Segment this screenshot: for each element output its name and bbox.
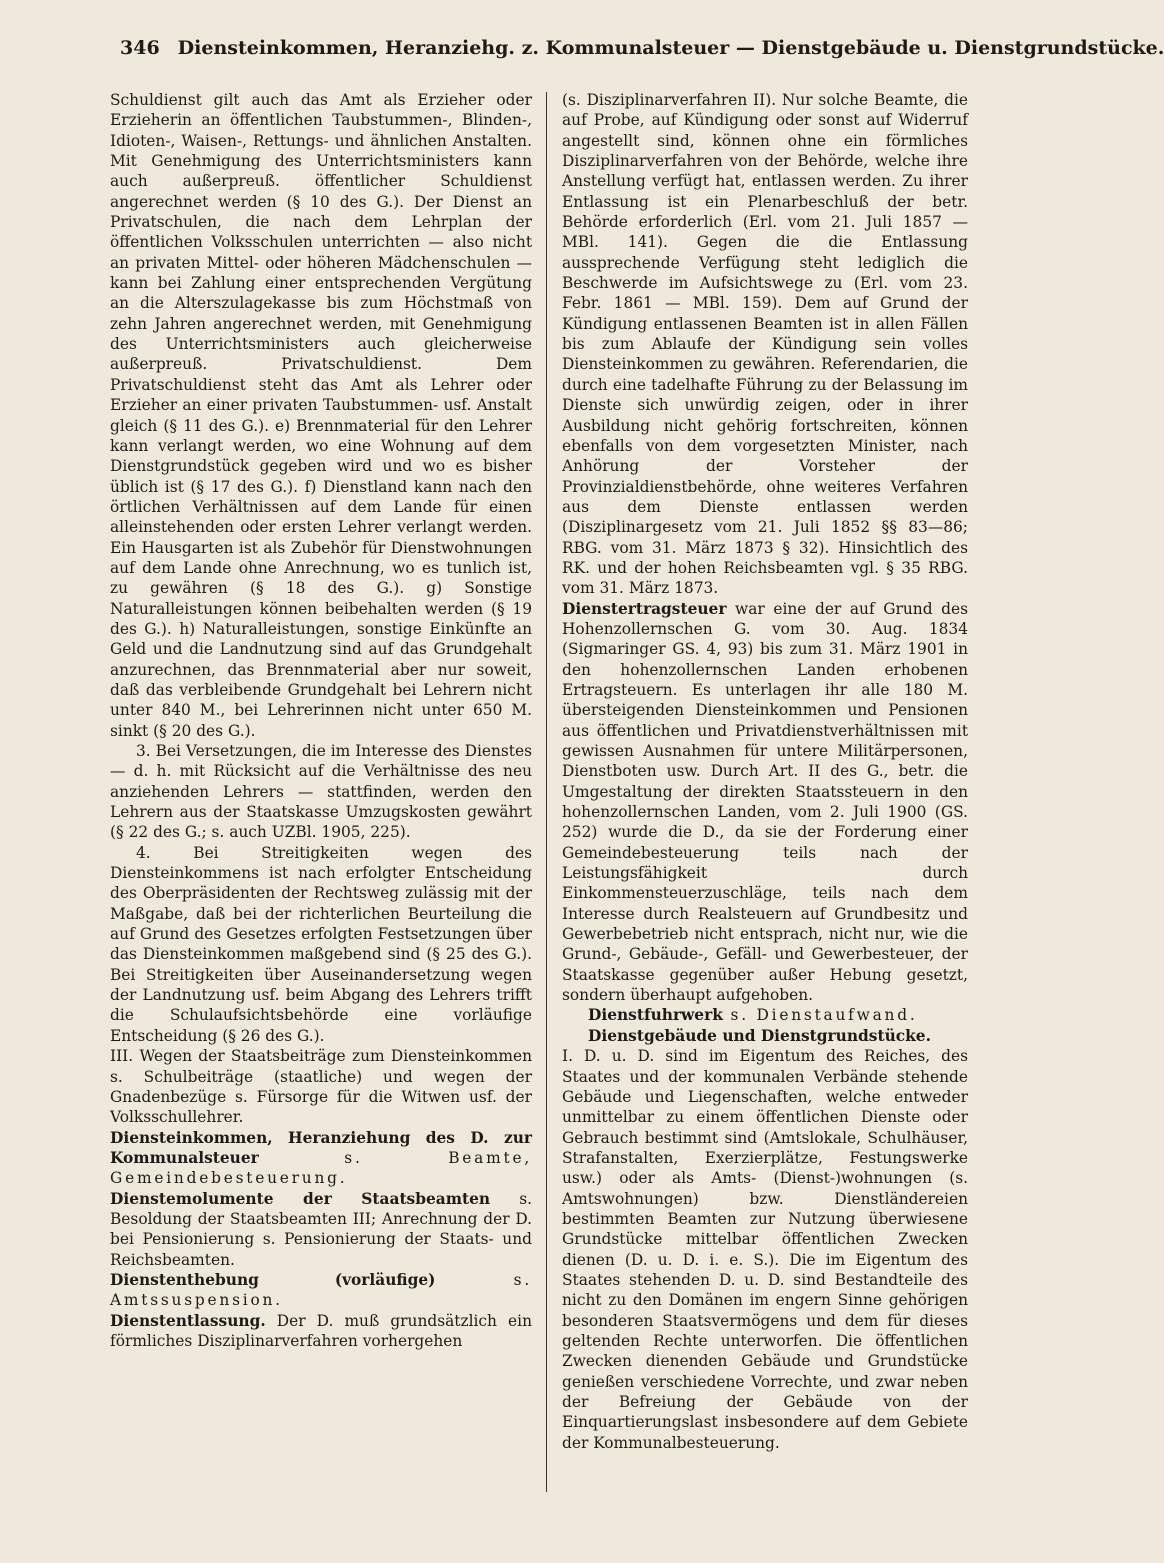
entry-entlassung	[110, 1311, 532, 1352]
paragraph: Schuldienst gilt auch das Amt als Erzieher oder Erzieherin an öffentlichen Taubstummen-, Blinden-, Idioten-, Waisen-, Rettungs- und ähnlichen Anstalten. Mit Genehmigung des Unterrichtsministers kann auch außerpreuß. öffentlicher Schuldienst angerechnet werden (§ 10 des G.). Der Dienst an Privatschulen, die nach dem Lehrplan der öffentlichen Volksschulen unterrichten — also nicht an privaten Mittel- oder höheren Mädchenschulen — kann bei Zahlung einer entsprechenden Vergütung an die Alterszulagekasse bis zum Höchstmaß von zehn Jahren angerechnet werden, mit Genehmigung des Unterrichtsministers auch gleicherweise außerpreuß. Privatschuldienst. Dem Privatschuldienst steht das Amt als Lehrer oder Erzieher an einer privaten Taubstummen- usf. Anstalt gleich (§ 11 des G.). e) Brennmaterial für den Lehrer kann verlangt werden, wo eine Wohnung auf dem Dienstgrundstück gegeben wird und wo es bisher üblich ist (§ 17 des G.). f) Dienstland kann nach den örtlichen Verhältnissen auf dem Lande für einen alleinstehenden oder ersten Lehrer verlangt werden. Ein Hausgarten ist als Zubehör für Dienstwohnungen auf dem Lande ohne Anrechnung, wo es tunlich ist, zu gewähren (§ 18 des G.). g) Sonstige Naturalleistungen können beibehalten werden (§ 19 des G.). h) Naturalleistungen, sonstige Einkünfte an Geld und die Landnutzung sind auf das Grundgehalt anzurechnen, das Brennmaterial aber nur soweit, daß das verbleibende Grundgehalt bei Lehrern nicht unter 840 M., bei Lehrerinnen nicht unter 650 M. sinkt (§ 20 des G.).	[110, 91, 532, 740]
entry-emolumente	[110, 1189, 532, 1270]
left-column	[110, 90, 532, 1351]
entry-head: Dienstemolumente der Staatsbeamten	[110, 1189, 491, 1208]
running-header	[120, 36, 1164, 60]
entry-ertragsteuer	[562, 599, 968, 1006]
paragraph: 3. Bei Versetzungen, die im Interesse des Dienstes — d. h. mit Rücksicht auf die Verhältnisse des neu anziehenden Lehrers — stattfinden, werden den Lehrern aus der Staatskasse Umzugskosten gewährt (§ 22 des G.; s. auch UZBl. 1905, 225).	[110, 742, 532, 842]
paragraph: (s. Disziplinarverfahren II). Nur solche Beamte, die auf Probe, auf Kündigung oder sonst auf Widerruf angestellt sind, können ohne ein förmliches Disziplinarverfahren von der Behörde, welche ihre Anstellung verfügt hat, entlassen werden. Zu ihrer Entlassung ist ein Plenarbeschluß der betr. Behörde erforderlich (Erl. vom 21. Juli 1857 — MBl. 141). Gegen die die Entlassung aussprechende Verfügung steht lediglich die Beschwerde im Aufsichtswege zu (Erl. vom 23. Febr. 1861 — MBl. 159). Dem auf Grund der Kündigung entlassenen Beamten ist in allen Fällen bis zum Ablaufe der Kündigung sein volles Diensteinkommen zu gewähren. Referendarien, die durch eine tadelhafte Führung zu der Belassung im Dienste sich unwürdig zeigen, oder in ihrer Ausbildung nicht gehörig fortschreiten, können ebenfalls von dem vorgesetzten Minister, nach Anhörung der Vorsteher der Provinzialdienstbehörde, ohne weiteres Verfahren aus dem Dienste entlassen werden (Disziplinargesetz vom 21. Juli 1852 §§ 83—86; RBG. vom 31. März 1873 § 32). Hinsichtlich des RK. und der hohen Reichsbeamten vgl. § 35 RBG. vom 31. März 1873.	[562, 91, 968, 598]
entry-body: s. Besoldung der Staatsbeamten III; Anrechnung der D. bei Pensionierung s. Pensionierung der Staats- und Reichsbeamten.	[110, 1189, 533, 1269]
column-divider	[546, 92, 547, 1492]
entry-head: Diensteinkommen, Heranziehung des D. zur Kommunalsteuer	[110, 1128, 532, 1167]
entry-enthebung	[110, 1270, 532, 1311]
paragraph: 4. Bei Streitigkeiten wegen des Diensteinkommens ist nach erfolgter Entscheidung des Oberpräsidenten der Rechtsweg zulässig mit der Maßgabe, daß bei der richterlichen Beurteilung die auf Grund des Gesetzes erfolgten Festsetzungen über das Diensteinkommen maßgebend sind (§ 25 des G.). Bei Streitigkeiten über Auseinandersetzung wegen der Landnutzung usf. beim Abgang des Lehrers trifft die Schulaufsichtsbehörde eine vorläufige Entscheidung (§ 26 des G.).	[110, 843, 532, 1045]
entry-body: Der D. muß grundsätzlich ein förmliches Disziplinarverfahren vorhergehen	[110, 1311, 532, 1350]
paragraph: III. Wegen der Staatsbeiträge zum Diensteinkommen s. Schulbeiträge (staatliche) und wegen der Gnadenbezüge s. Fürsorge für die Witwen usf. der Volksschullehrer.	[110, 1047, 532, 1127]
entry-head: Dienstfuhrwerk	[588, 1006, 723, 1025]
running-title: Diensteinkommen, Heranziehg. z. Kommunalsteuer — Dienstgebäude u. Dienstgrundstücke.	[177, 37, 1164, 59]
entry-gebaeude-body: I. D. u. D. sind im Eigentum des Reiches, des Staates und der kommunalen Verbände stehende Gebäude und Liegenschaften, welche entweder unmittelbar zu einem öffentlichen Dienste oder Gebrauch bestimmt sind (Amtslokale, Schulhäuser, Strafanstalten, Exerzierplätze, Festungswerke usw.) oder als Amts- (Dienst-)wohnungen (s. Amtswohnungen) bzw. Dienstländereien bestimmten Beamten zur Nutzung überwiesene Grundstücke mittelbar öffentlichen Zwecken dienen (D. u. D. i. e. S.). Die im Eigentum des Staates stehenden D. u. D. sind Bestandteile des nicht zu den Domänen im engern Sinne gehörigen besonderen Staatsvermögens und dem für dieses geltenden Rechte unterworfen. Die öffentlichen Zwecken dienenden Gebäude und Grundstücke genießen verschiedene Vorrechte, und zwar neben der Befreiung der Gebäude von der Einquartierungslast insbesondere auf dem Gebiete der Kommunalbesteuerung.	[562, 1047, 968, 1452]
page-number: 346	[120, 37, 160, 59]
entry-body: s. Amtssuspension.	[110, 1270, 533, 1310]
right-column	[562, 90, 968, 1453]
entry-head: Dienstgebäude und Dienstgrundstücke.	[588, 1026, 931, 1045]
entry-gebaeude-head	[562, 1026, 968, 1046]
entry-body: s. Dienstaufwand.	[722, 1006, 918, 1025]
entry-body: war eine der auf Grund des Hohenzollernschen G. vom 30. Aug. 1834 (Sigmaringer GS. 4, 93) bis zum 31. März 1901 in den hohenzollernschen Landen erhobenen Ertragsteuern. Es unterlagen ihr alle 180 M. übersteigenden Diensteinkommen und Pensionen aus öffentlichen und Privatdienstverhältnissen mit gewissen Ausnahmen für untere Militärpersonen, Dienstboten usw. Durch Art. II des G., betr. die Umgestaltung der direkten Staatssteuern in den hohenzollernschen Landen, vom 2. Juli 1900 (GS. 252) wurde die D., da sie der Forderung einer Gemeindebesteuerung teils nach der Leistungsfähigkeit durch Einkommensteuerzuschläge, teils nach dem Interesse durch Realsteuern auf Grundbesitz und Gewerbebetrieb nicht entsprach, nicht nur, wie die Grund-, Gebäude-, Gefäll- und Gewerbesteuer, der Staatskasse gegenüber außer Hebung gesetzt, sondern überhaupt aufgehoben.	[562, 599, 968, 1005]
entry-head: Dienstertragsteuer	[562, 599, 727, 618]
entry-head: Dienstentlassung.	[110, 1311, 266, 1330]
entry-fuhrwerk	[562, 1005, 968, 1025]
entry-heranziehung	[110, 1128, 532, 1189]
entry-body: s. Beamte, Gemeindebesteuerung.	[110, 1148, 532, 1188]
entry-head: Dienstenthebung (vorläufige)	[110, 1270, 436, 1289]
